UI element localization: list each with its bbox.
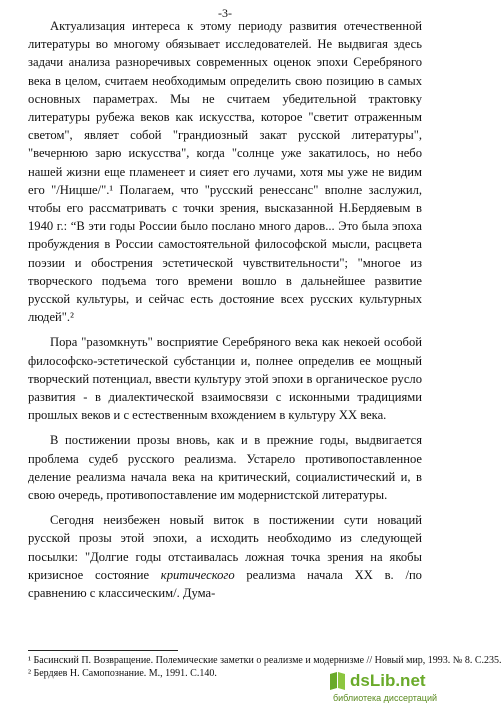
page-number: -3- — [218, 6, 232, 20]
footnote-1: ¹ Басинский П. Возвращение. Полемические заметки о реализме и модернизме // Новый мир, 1993. № 8. С.235. — [28, 655, 502, 666]
watermark-logo-text: dsLib.net — [350, 671, 426, 690]
footnote-2: ² Бердяев Н. Самопознание. М., 1991. С.140. — [28, 668, 217, 679]
body-text — [28, 17, 422, 609]
paragraph-4-end: реализма начала XX в. /по сравнению с классическим/. Дума- — [28, 567, 422, 601]
paragraph-2: Пора "разомкнуть" восприятие Серебряного века как некоей особой философско-эстетической субстанции и, полнее определив ее мощный творческий потенциал, ввести культуру этой эпохи в органическое русло развития - в диалектической взаимосвязи с исконными традициями прошлых веков и с естественным вхождением в культуру XX века. — [28, 335, 422, 423]
watermark — [326, 668, 444, 706]
paragraph-1: Актуализация интереса к этому периоду развития отечественной литературы во многому обязывает исследователей. Не выдвигая здесь задачи анализа разноречивых современных оценок эпохи Серебряного века в целом, считаем необходимым определить свою позицию в самых основных параметрах. Мы не считаем убедительной трактовку литературы рубежа веков как искусства, которое "светит отраженным светом", являет собой "грандиозный закат русской литературы", "вечернюю зарю искусства", когда "солнце уже закатилось, но небо нашей жизни еще пламенеет и сияет его лучами, хотя мы уже не видим его "/Ницше/".¹ Полагаем, что "русский ренессанс" вполне заслужил, чтобы его рассматривать с точки зрения, высказанной Н.Бердяевым в 1940 г.: “В эти годы России было послано много даров... Это была эпоха пробуждения в России самостоятельной философской мысли, расцвета поэзии и обострения эстетической чувствительности"; "многое из творческого подъема того времени вошло в дальнейшее развитие русской культуры, и сейчас есть достояние всех русских культурных людей".² — [28, 19, 422, 325]
paragraph-4-start: Сегодня неизбежен новый виток в постижении сути новаций русской прозы этой эпохи, а исходить необходимо из следующей посылки: "Долгие годы отстаивалась ложная точка зрения на якобы кризисное состояние — [28, 513, 422, 582]
book-icon — [330, 672, 345, 690]
watermark-subtitle: библиотека диссертаций — [332, 693, 437, 703]
paragraph-3: В постижении прозы вновь, как и в прежние годы, выдвигается проблема судеб русского реализма. Устарело противопоставленное деление реализма начала века на критический, социалистический и, в свою очередь, противопоставление им модернистской литературы. — [28, 433, 422, 503]
paragraph-4 — [28, 511, 422, 602]
paragraph-4-italic: критического — [160, 567, 235, 582]
footnote-divider — [28, 650, 178, 651]
watermark-logo — [326, 668, 444, 692]
